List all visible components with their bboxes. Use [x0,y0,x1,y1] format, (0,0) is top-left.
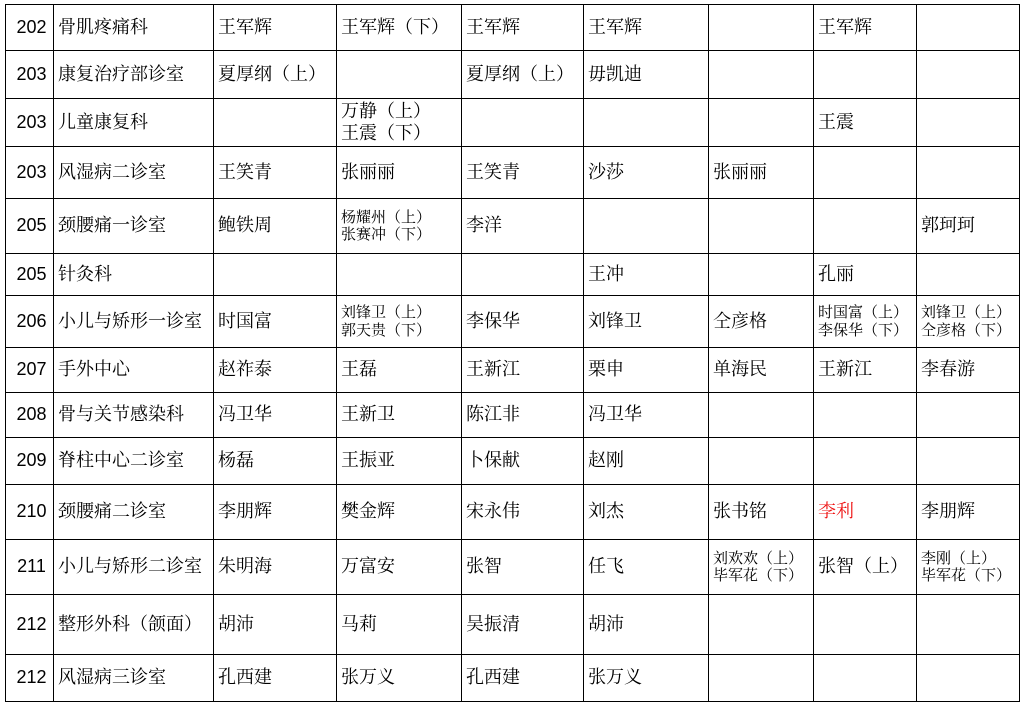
doctor-cell: 张书铭 [709,485,814,540]
doctor-cell [709,99,814,147]
doctor-am: 刘锋卫（上） [921,303,1012,322]
doctor-cell: 卜保献 [462,438,584,485]
table-row [6,199,1020,254]
doctor-cell [337,51,462,99]
doctor-cell: 万富安 [337,540,462,595]
doctor-cell-split [814,296,917,348]
department-name: 颈腰痛一诊室 [54,199,214,254]
doctor-cell [709,393,814,438]
doctor-cell-split [917,296,1020,348]
doctor-cell: 王军辉 [214,5,337,51]
room-number: 212 [6,595,54,655]
doctor-cell: 李春游 [917,348,1020,393]
room-number: 211 [6,540,54,595]
doctor-am: 刘锋卫（上） [341,303,432,322]
doctor-am: 刘欢欢（上） [713,548,804,567]
doctor-cell: 王军辉 [462,5,584,51]
doctor-cell [814,199,917,254]
doctor-cell: 赵祚泰 [214,348,337,393]
table-row [6,254,1020,296]
doctor-cell: 王震 [814,99,917,147]
doctor-cell: 时国富 [214,296,337,348]
doctor-cell [917,393,1020,438]
doctor-cell-split [337,199,462,254]
doctor-cell: 王新江 [814,348,917,393]
doctor-cell [917,147,1020,199]
doctor-cell-split [709,540,814,595]
doctor-cell: 张智（上） [814,540,917,595]
doctor-cell [814,51,917,99]
doctor-cell-split [337,296,462,348]
room-number: 212 [6,655,54,702]
doctor-cell: 王新卫 [337,393,462,438]
doctor-cell: 王磊 [337,348,462,393]
doctor-cell [214,99,337,147]
table-row [6,51,1020,99]
department-name: 脊柱中心二诊室 [54,438,214,485]
department-name: 康复治疗部诊室 [54,51,214,99]
doctor-cell: 李洋 [462,199,584,254]
doctor-cell: 宋永伟 [462,485,584,540]
table-row [6,595,1020,655]
doctor-cell: 沙莎 [584,147,709,199]
room-number: 206 [6,296,54,348]
doctor-cell: 王笑青 [462,147,584,199]
doctor-pm: 李保华（下） [818,320,909,339]
table-row [6,5,1020,51]
doctor-am: 万静（上） [341,100,431,122]
doctor-pm: 毕军花（下） [921,566,1012,584]
doctor-cell [917,5,1020,51]
table-row [6,438,1020,485]
doctor-cell: 樊金辉 [337,485,462,540]
doctor-cell: 王军辉 [584,5,709,51]
doctor-cell [814,147,917,199]
doctor-cell: 王新江 [462,348,584,393]
doctor-cell-split [337,99,462,147]
doctor-cell: 王军辉 [814,5,917,51]
department-name: 颈腰痛二诊室 [54,485,214,540]
doctor-schedule-table [5,4,1020,702]
doctor-cell [337,254,462,296]
doctor-cell [709,438,814,485]
doctor-cell [709,254,814,296]
doctor-cell [917,254,1020,296]
doctor-cell [814,438,917,485]
doctor-cell-highlight: 李利 [814,485,917,540]
department-name: 手外中心 [54,348,214,393]
room-number: 203 [6,147,54,199]
department-name: 风湿病三诊室 [54,655,214,702]
doctor-pm: 仝彦格（下） [921,320,1012,339]
doctor-cell: 张万义 [584,655,709,702]
doctor-cell: 夏厚纲（上） [462,51,584,99]
doctor-cell: 朱明海 [214,540,337,595]
doctor-cell: 王振亚 [337,438,462,485]
room-number: 208 [6,393,54,438]
doctor-cell: 张智 [462,540,584,595]
doctor-cell [917,51,1020,99]
doctor-cell: 冯卫华 [584,393,709,438]
department-name: 针灸科 [54,254,214,296]
room-number: 203 [6,51,54,99]
doctor-cell: 马莉 [337,595,462,655]
doctor-cell: 毋凯迪 [584,51,709,99]
doctor-cell [814,393,917,438]
room-number: 210 [6,485,54,540]
table-row [6,393,1020,438]
room-number: 203 [6,99,54,147]
doctor-cell [584,99,709,147]
doctor-cell [709,199,814,254]
doctor-cell: 单海民 [709,348,814,393]
doctor-cell: 刘杰 [584,485,709,540]
doctor-pm: 郭天贵（下） [341,320,432,339]
doctor-pm: 毕军花（下） [713,566,804,584]
doctor-cell: 孔西建 [462,655,584,702]
doctor-cell [462,99,584,147]
doctor-cell [462,254,584,296]
table-row [6,655,1020,702]
department-name: 小儿与矫形一诊室 [54,296,214,348]
doctor-cell: 孔丽 [814,254,917,296]
doctor-cell: 杨磊 [214,438,337,485]
doctor-cell [917,438,1020,485]
doctor-cell: 张丽丽 [709,147,814,199]
room-number: 205 [6,199,54,254]
doctor-cell [917,655,1020,702]
table-row [6,99,1020,147]
doctor-cell: 任飞 [584,540,709,595]
doctor-cell: 王笑青 [214,147,337,199]
doctor-cell: 栗申 [584,348,709,393]
doctor-cell: 王军辉（下） [337,5,462,51]
doctor-cell: 冯卫华 [214,393,337,438]
doctor-cell: 郭珂珂 [917,199,1020,254]
doctor-cell [814,655,917,702]
department-name: 骨与关节感染科 [54,393,214,438]
room-number: 205 [6,254,54,296]
doctor-cell [709,595,814,655]
doctor-cell: 李朋辉 [214,485,337,540]
table-row [6,540,1020,595]
table-row [6,147,1020,199]
doctor-am: 杨耀州（上） [341,207,432,226]
doctor-cell [709,5,814,51]
department-name: 骨肌疼痛科 [54,5,214,51]
doctor-cell: 吴振清 [462,595,584,655]
doctor-cell: 刘锋卫 [584,296,709,348]
table-row [6,296,1020,348]
doctor-cell: 仝彦格 [709,296,814,348]
table-row [6,485,1020,540]
doctor-cell-split [917,540,1020,595]
department-name: 整形外科（颌面） [54,595,214,655]
department-name: 小儿与矫形二诊室 [54,540,214,595]
doctor-cell [917,595,1020,655]
doctor-cell: 夏厚纲（上） [214,51,337,99]
doctor-cell: 赵刚 [584,438,709,485]
doctor-cell: 张万义 [337,655,462,702]
doctor-cell [214,254,337,296]
room-number: 207 [6,348,54,393]
department-name: 风湿病二诊室 [54,147,214,199]
doctor-cell: 胡沛 [214,595,337,655]
doctor-cell [814,595,917,655]
doctor-cell: 陈江非 [462,393,584,438]
table-row [6,348,1020,393]
doctor-cell [917,99,1020,147]
doctor-pm: 张赛冲（下） [341,225,432,243]
doctor-cell: 孔西建 [214,655,337,702]
doctor-cell: 李保华 [462,296,584,348]
doctor-cell: 胡沛 [584,595,709,655]
doctor-cell: 鲍铁周 [214,199,337,254]
doctor-pm: 王震（下） [341,122,431,144]
doctor-cell: 王冲 [584,254,709,296]
doctor-cell: 李朋辉 [917,485,1020,540]
doctor-cell: 张丽丽 [337,147,462,199]
room-number: 209 [6,438,54,485]
doctor-am: 李刚（上） [921,548,997,567]
doctor-cell [584,199,709,254]
doctor-cell [709,655,814,702]
doctor-cell [709,51,814,99]
department-name: 儿童康复科 [54,99,214,147]
room-number: 202 [6,5,54,51]
doctor-am: 时国富（上） [818,303,909,322]
